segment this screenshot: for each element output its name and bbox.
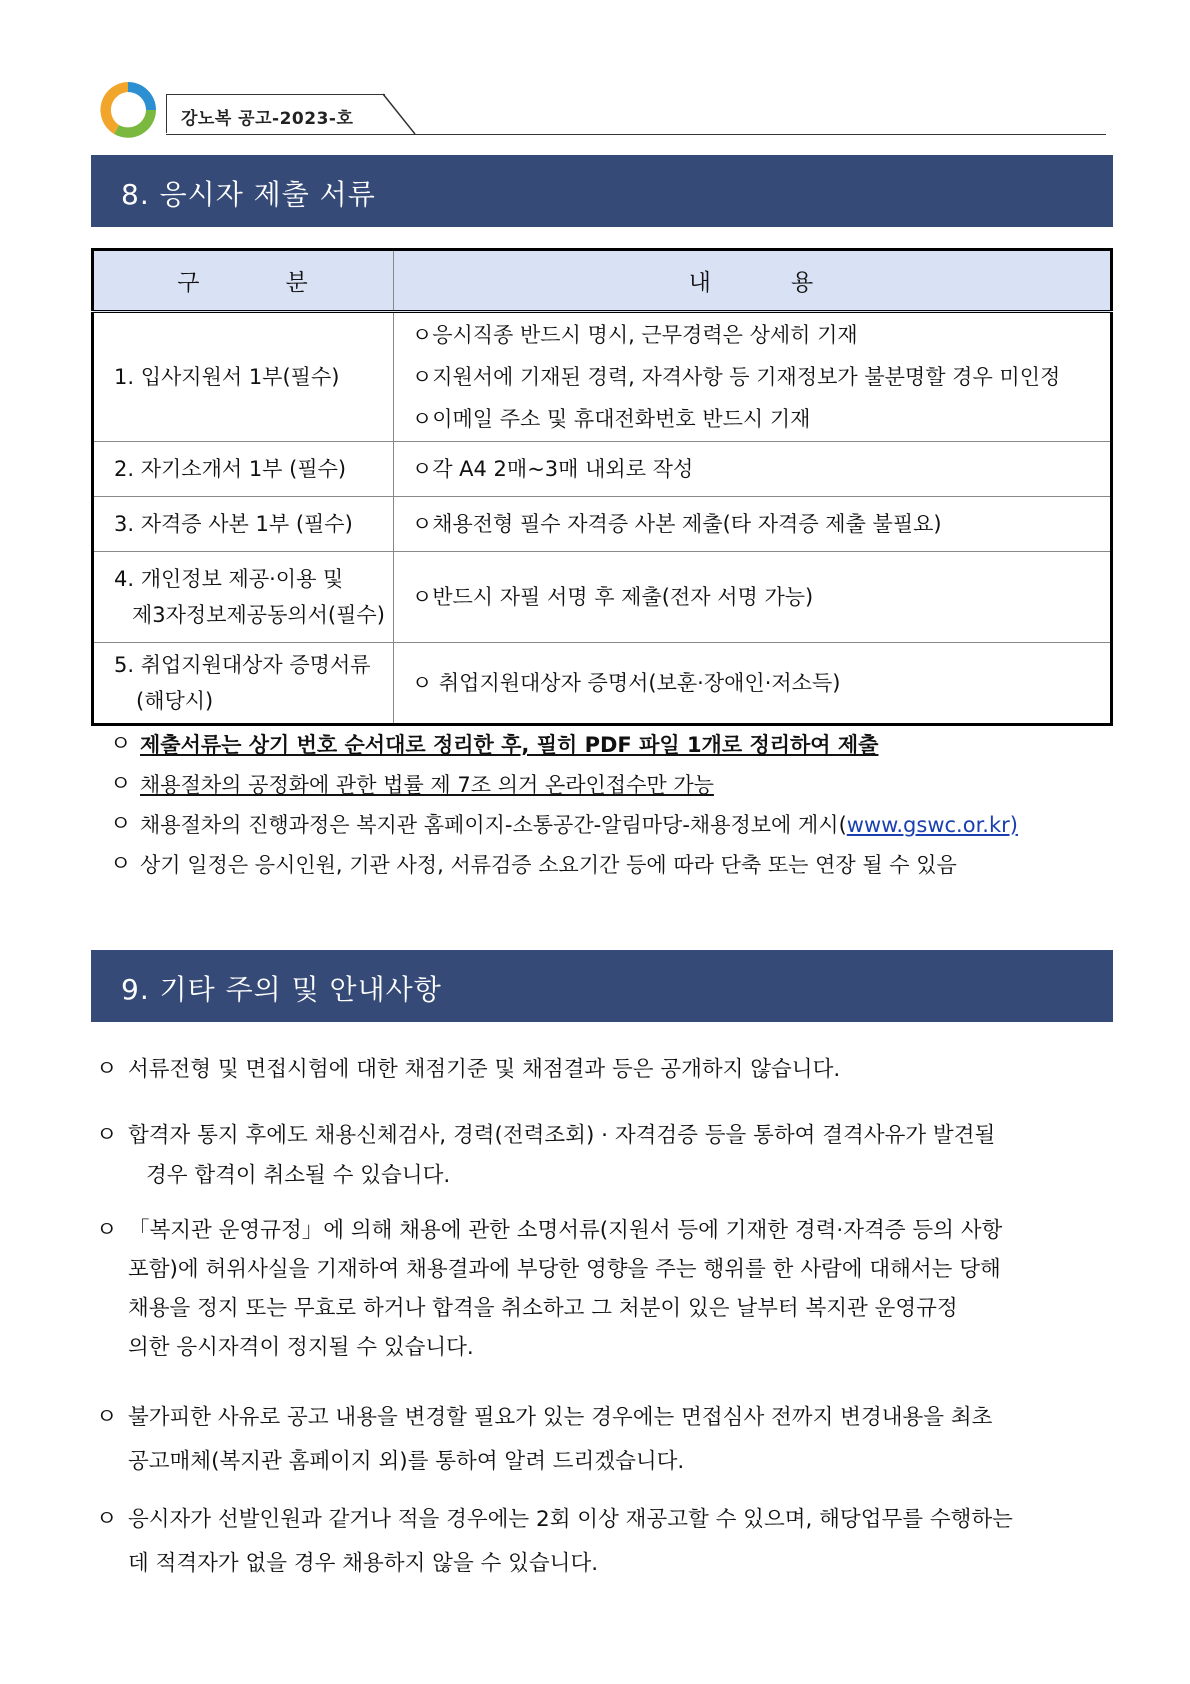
note-item <box>110 845 1110 885</box>
paragraph-line: 공고매체(복지관 홈페이지 외)를 통하여 알려 드리겠습니다. <box>128 1449 685 1474</box>
section-8-title: 8. 응시자 제출 서류 <box>121 178 376 211</box>
content-line: ㅇ지원서에 기재된 경력, 자격사항 등 기재정보가 불분명할 경우 미인정 <box>411 365 1061 389</box>
bullet-icon: ㅇ <box>96 1405 118 1430</box>
header-char: 내 <box>688 270 713 296</box>
bullet-icon: ㅇ <box>110 812 132 837</box>
row-label <box>93 442 394 497</box>
section-8-header <box>91 155 1113 227</box>
doc-number-tab <box>166 94 385 133</box>
section-9-header <box>91 950 1113 1022</box>
bullet-icon: ㅇ <box>96 1123 118 1148</box>
paragraph-line: 경우 합격이 취소될 수 있습니다. <box>146 1163 451 1188</box>
bullet-icon: ㅇ <box>110 852 132 877</box>
note-text: 상기 일정은 응시인원, 기관 사정, 서류검증 소요기간 등에 따라 단축 또는 연장 될 수 있음 <box>140 853 957 877</box>
paragraph-line: 의한 응시자격이 정지될 수 있습니다. <box>128 1335 474 1360</box>
paragraph-line: 불가피한 사유로 공고 내용을 변경할 필요가 있는 경우에는 면접심사 전까지 변경내용을 최초 <box>128 1405 993 1430</box>
row-label <box>93 312 394 442</box>
note-text: 채용절차의 공정화에 관한 법률 제 7조 의거 온라인접수만 가능 <box>140 773 714 797</box>
bullet-icon: ㅇ <box>96 1057 118 1082</box>
section-9-title: 9. 기타 주의 및 안내사항 <box>121 973 442 1006</box>
note-item <box>110 805 1110 845</box>
header-char: 구 <box>177 270 202 296</box>
label-line: 제3자정보제공동의서(필수) <box>132 603 385 627</box>
paragraph-line: 포함)에 허위사실을 기재하여 채용결과에 부당한 영향을 주는 행위를 한 사람에 대해서는 당해 <box>128 1257 1001 1282</box>
paragraph-line: 합격자 통지 후에도 채용신체검사, 경력(전력조회) · 자격검증 등을 통하여 결격사유가 발견될 <box>128 1123 996 1148</box>
label-line: 2. 자기소개서 1부 (필수) <box>114 457 347 481</box>
submission-notes <box>110 725 1110 885</box>
note-text: 제출서류는 상기 번호 순서대로 정리한 후, 필히 PDF 파일 1개로 정리하여 제출 <box>140 733 879 757</box>
content-line: ㅇ 취업지원대상자 증명서(보훈·장애인·저소득) <box>411 671 841 695</box>
label-line: 4. 개인정보 제공·이용 및 <box>114 567 344 591</box>
bullet-icon: ㅇ <box>96 1218 118 1243</box>
table-row <box>93 442 1112 497</box>
label-line: 3. 자격증 사본 1부 (필수) <box>114 512 353 536</box>
paragraph-line: 데 적격자가 없을 경우 채용하지 않을 수 있습니다. <box>128 1551 599 1576</box>
label-line: 5. 취업지원대상자 증명서류 <box>114 653 371 677</box>
label-line: 1. 입사지원서 1부(필수) <box>114 365 340 389</box>
note-item <box>110 765 1110 805</box>
bullet-icon: ㅇ <box>110 732 132 757</box>
header-rule <box>166 134 1106 135</box>
note-text <box>140 805 1018 845</box>
content-line: ㅇ이메일 주소 및 휴대전화번호 반드시 기재 <box>411 407 811 431</box>
row-content <box>393 312 1111 442</box>
content-line: ㅇ채용전형 필수 자격증 사본 제출(타 자격증 제출 불필요) <box>411 512 942 536</box>
row-content <box>393 442 1111 497</box>
content-line: ㅇ응시직종 반드시 명시, 근무경력은 상세히 기재 <box>411 323 858 347</box>
paragraph-line: 서류전형 및 면접시험에 대한 채점기준 및 채점결과 등은 공개하지 않습니다. <box>128 1057 841 1082</box>
paragraph-line: 채용을 정지 또는 무효로 하거나 합격을 취소하고 그 처분이 있은 날부터 복지관 운영규정 <box>128 1296 958 1321</box>
submission-documents-table <box>91 248 1113 726</box>
table-row <box>93 497 1112 552</box>
table-row <box>93 312 1112 442</box>
note-text-main: 채용절차의 진행과정은 복지관 홈페이지-소통공간-알림마당-채용정보에 게시( <box>140 813 847 837</box>
row-content <box>393 552 1111 643</box>
row-content <box>393 497 1111 552</box>
table-row <box>93 552 1112 643</box>
column-header-category <box>93 250 394 312</box>
header-char: 분 <box>285 270 310 296</box>
header-char: 용 <box>790 270 816 296</box>
table-row <box>93 643 1112 725</box>
table-header-row <box>93 250 1112 312</box>
row-label <box>93 497 394 552</box>
content-line: ㅇ각 A4 2매~3매 내외로 작성 <box>411 457 694 481</box>
tab-slant-icon <box>383 93 419 135</box>
circular-logo-icon <box>96 78 160 142</box>
paragraph-line: 응시자가 선발인원과 같거나 적을 경우에는 2회 이상 재공고할 수 있으며, 해당업무를 수행하는 <box>128 1507 1013 1532</box>
bullet-icon: ㅇ <box>96 1507 118 1532</box>
column-header-content <box>393 250 1111 312</box>
note-item <box>110 725 1110 765</box>
label-line: (해당시) <box>136 689 214 713</box>
row-content <box>393 643 1111 725</box>
document-header <box>96 78 1106 138</box>
doc-number: 강노복 공고-2023-호 <box>181 109 354 129</box>
row-label <box>93 552 394 643</box>
row-label <box>93 643 394 725</box>
homepage-link[interactable]: www.gswc.or.kr) <box>846 813 1018 837</box>
paragraph-line: 「복지관 운영규정」에 의해 채용에 관한 소명서류(지원서 등에 기재한 경력·자격증 등의 사항 <box>128 1218 1003 1243</box>
bullet-icon: ㅇ <box>110 772 132 797</box>
content-line: ㅇ반드시 자필 서명 후 제출(전자 서명 가능) <box>411 585 814 609</box>
